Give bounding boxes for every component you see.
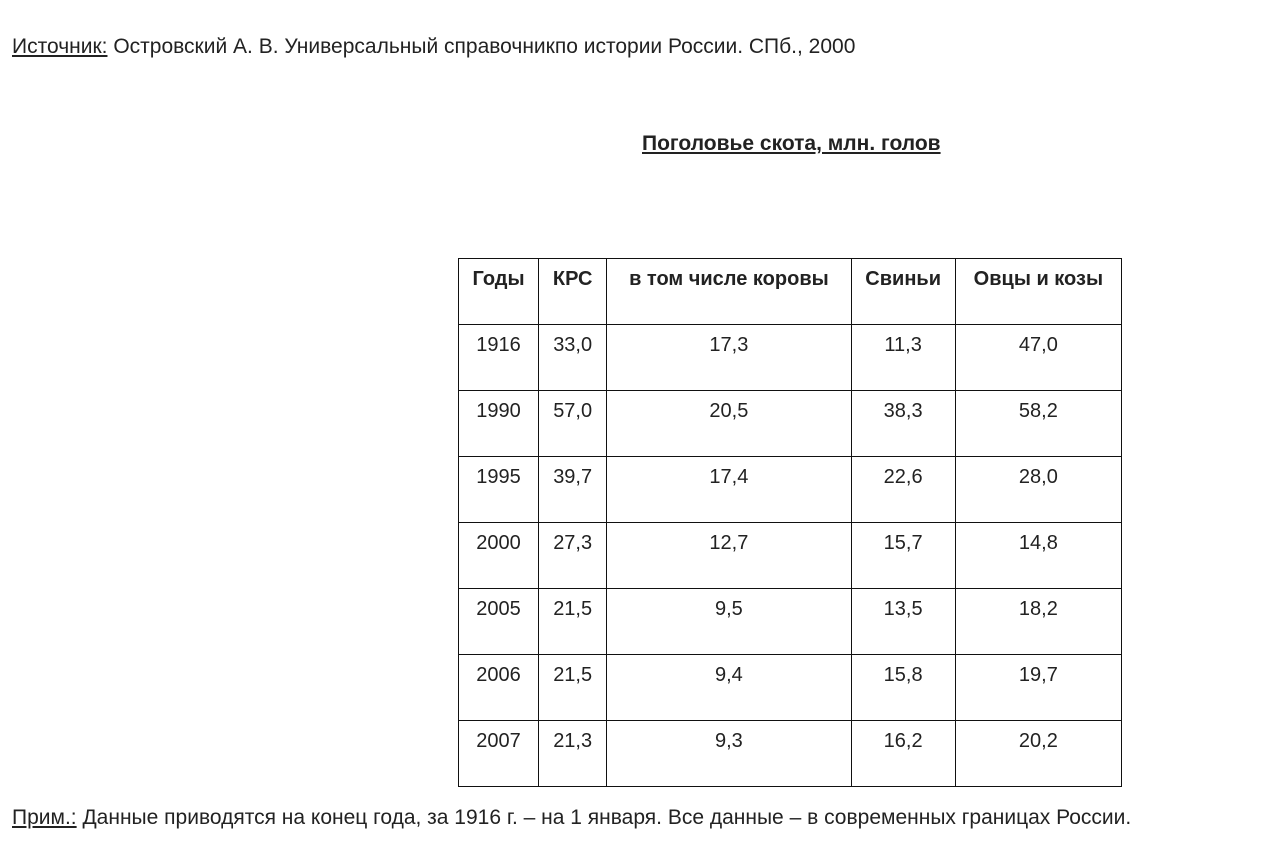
- cell-year: 2007: [459, 721, 539, 787]
- table-header-row: [459, 259, 1122, 325]
- cell-cows: 9,3: [607, 721, 851, 787]
- source-text: Островский А. В. Универсальный справочникпо истории России. СПб., 2000: [107, 35, 856, 58]
- cell-krs: 33,0: [539, 325, 607, 391]
- cell-cows: 9,5: [607, 589, 851, 655]
- note-text: Данные приводятся на конец года, за 1916 г. – на 1 января. Все данные – в современных границах России.: [76, 806, 1132, 829]
- livestock-table: [458, 258, 1122, 787]
- header-cows: в том числе коровы: [607, 259, 851, 325]
- cell-krs: 21,3: [539, 721, 607, 787]
- cell-year: 2006: [459, 655, 539, 721]
- cell-cows: 9,4: [607, 655, 851, 721]
- cell-cows: 12,7: [607, 523, 851, 589]
- table-row: [459, 457, 1122, 523]
- cell-krs: 21,5: [539, 589, 607, 655]
- source-line: [12, 33, 855, 61]
- cell-pigs: 11,3: [851, 325, 955, 391]
- cell-pigs: 15,8: [851, 655, 955, 721]
- note-label: Прим.:: [12, 806, 77, 829]
- header-years: Годы: [459, 259, 539, 325]
- cell-pigs: 22,6: [851, 457, 955, 523]
- cell-cows: 17,3: [607, 325, 851, 391]
- header-pigs: Свиньи: [851, 259, 955, 325]
- cell-cows: 17,4: [607, 457, 851, 523]
- header-sheep-goats: Овцы и козы: [955, 259, 1121, 325]
- table-row: [459, 721, 1122, 787]
- cell-krs: 57,0: [539, 391, 607, 457]
- header-krs: КРС: [539, 259, 607, 325]
- cell-sheep-goats: 28,0: [955, 457, 1121, 523]
- cell-year: 1916: [459, 325, 539, 391]
- cell-pigs: 15,7: [851, 523, 955, 589]
- table-row: [459, 325, 1122, 391]
- note-line: [12, 804, 1131, 832]
- table-title: Поголовье скота, млн. голов: [642, 132, 941, 155]
- cell-sheep-goats: 14,8: [955, 523, 1121, 589]
- cell-year: 2005: [459, 589, 539, 655]
- cell-year: 1990: [459, 391, 539, 457]
- cell-pigs: 13,5: [851, 589, 955, 655]
- cell-sheep-goats: 20,2: [955, 721, 1121, 787]
- cell-cows: 20,5: [607, 391, 851, 457]
- cell-sheep-goats: 19,7: [955, 655, 1121, 721]
- cell-pigs: 16,2: [851, 721, 955, 787]
- table-row: [459, 391, 1122, 457]
- cell-year: 1995: [459, 457, 539, 523]
- cell-krs: 21,5: [539, 655, 607, 721]
- cell-sheep-goats: 18,2: [955, 589, 1121, 655]
- source-label: Источник:: [12, 35, 108, 58]
- cell-sheep-goats: 58,2: [955, 391, 1121, 457]
- table-row: [459, 655, 1122, 721]
- table-row: [459, 589, 1122, 655]
- cell-krs: 39,7: [539, 457, 607, 523]
- cell-krs: 27,3: [539, 523, 607, 589]
- cell-sheep-goats: 47,0: [955, 325, 1121, 391]
- cell-pigs: 38,3: [851, 391, 955, 457]
- cell-year: 2000: [459, 523, 539, 589]
- table-row: [459, 523, 1122, 589]
